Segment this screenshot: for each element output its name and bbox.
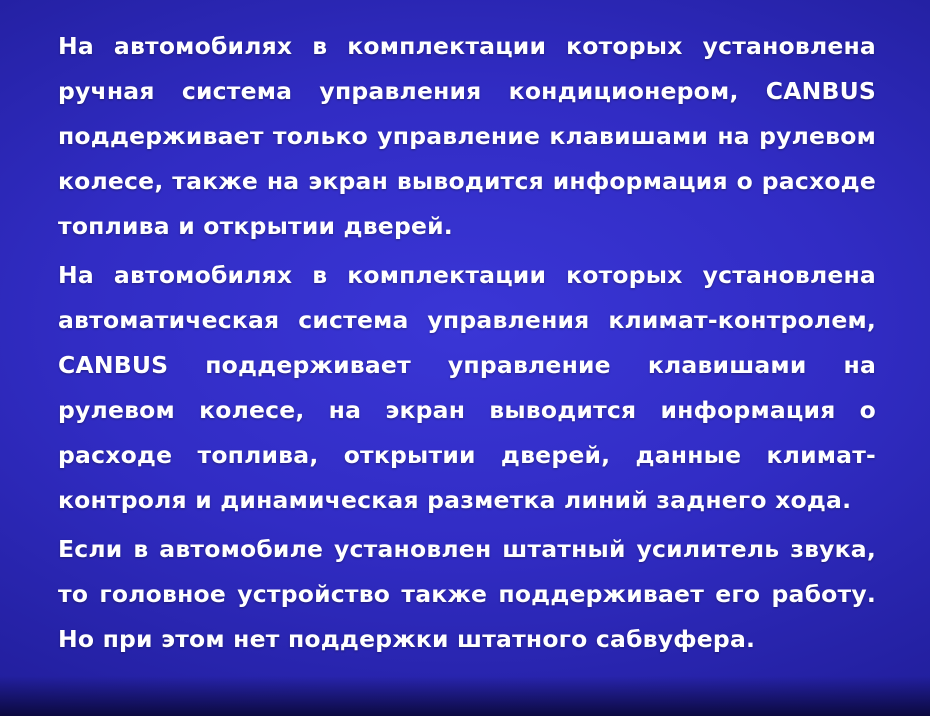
paragraph-manual-climate: На автомобилях в комплектации которых установлена ручная система управления кондиционером, CANBUS поддерживает только управление клавишами на рулевом колесе, также на экран выводится информация о расходе топлива и открытии дверей. bbox=[58, 32, 876, 240]
paragraph-amplifier: Если в автомобиле установлен штатный усилитель звука, то головное устройство также поддерживает его работу. Но при этом нет поддержки штатного сабвуфера. bbox=[58, 535, 876, 653]
paragraph-auto-climate: На автомобилях в комплектации которых установлена автоматическая система управления климат-контролем, CANBUS поддерживает управление клавишами на рулевом колесе, на экран выводится информация о расходе топлива, открытии дверей, данные климат-контроля и динамическая разметка линий заднего хода. bbox=[58, 261, 876, 514]
slide-text-body bbox=[58, 24, 876, 662]
